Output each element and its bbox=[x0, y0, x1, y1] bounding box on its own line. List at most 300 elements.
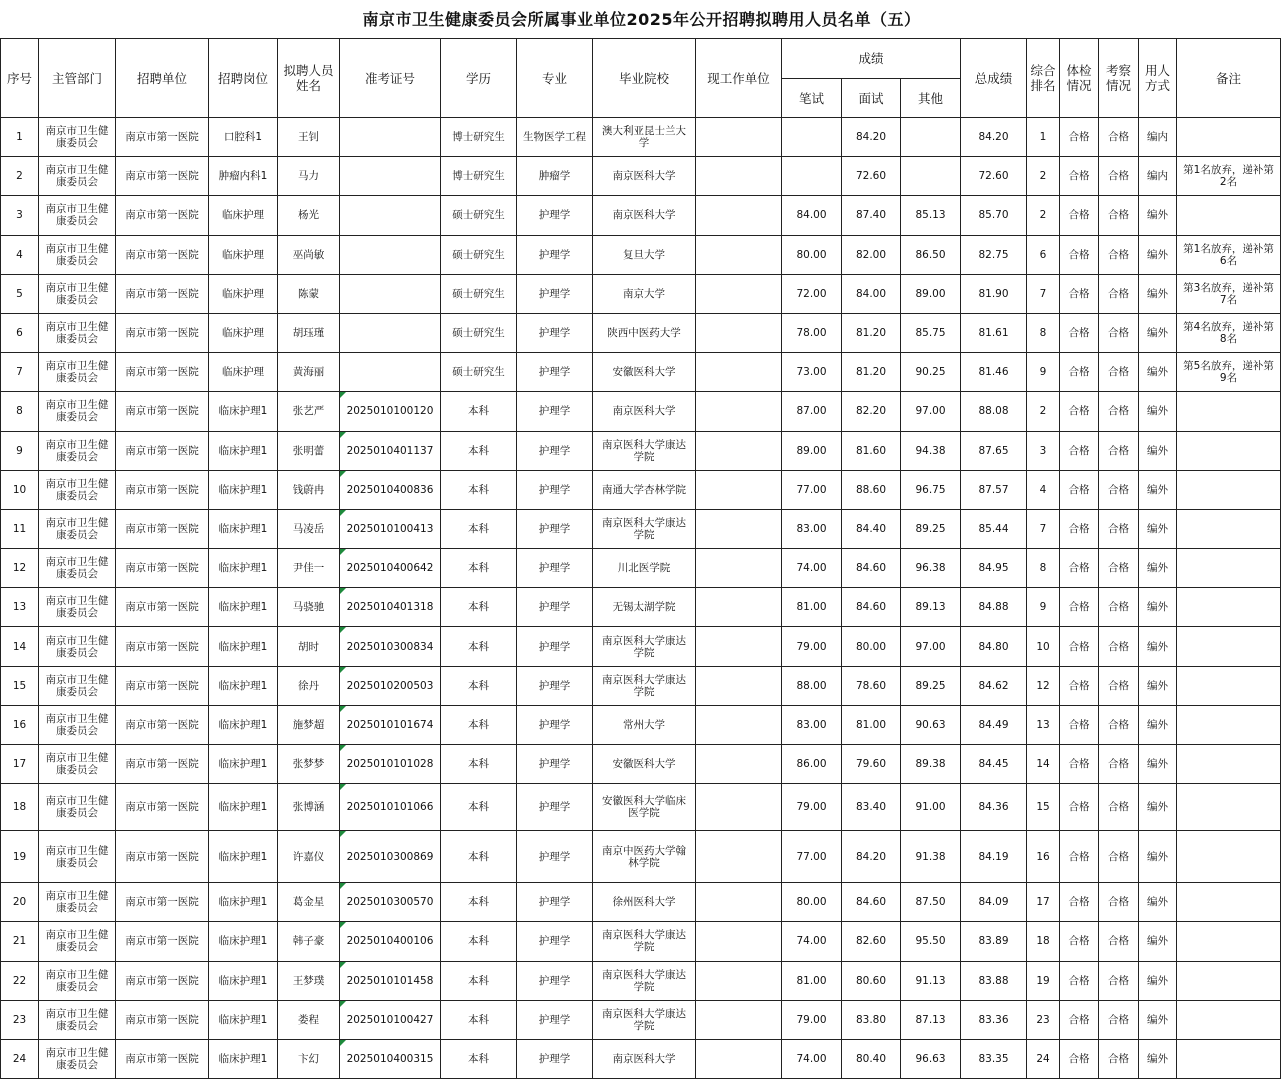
cell-total: 88.08 bbox=[961, 392, 1027, 431]
cell-school: 南京医科大学 bbox=[593, 392, 696, 431]
cell-seq: 2 bbox=[1, 157, 39, 196]
cell-rank: 4 bbox=[1027, 470, 1060, 509]
cell-rank: 2 bbox=[1027, 392, 1060, 431]
header-other: 其他 bbox=[901, 79, 961, 118]
cell-rank: 16 bbox=[1027, 831, 1060, 883]
cell-rank: 15 bbox=[1027, 784, 1060, 831]
cell-dept: 南京市卫生健康委员会 bbox=[39, 784, 116, 831]
cell-other: 87.13 bbox=[901, 1000, 961, 1039]
header-total: 总成绩 bbox=[961, 39, 1027, 118]
cell-other bbox=[901, 118, 961, 157]
cell-interview: 78.60 bbox=[842, 666, 901, 705]
cell-other: 89.25 bbox=[901, 509, 961, 548]
cell-school: 南通大学杏林学院 bbox=[593, 470, 696, 509]
cell-employer bbox=[696, 1039, 782, 1078]
cell-total: 81.61 bbox=[961, 313, 1027, 352]
cell-exam-no: 2025010300834 bbox=[340, 627, 441, 666]
table-row bbox=[1, 745, 1281, 784]
cell-total: 84.95 bbox=[961, 549, 1027, 588]
cell-interview: 84.60 bbox=[842, 549, 901, 588]
page-title: 南京市卫生健康委员会所属事业单位2025年公开招聘拟聘用人员名单（五） bbox=[362, 10, 921, 29]
cell-name: 徐丹 bbox=[278, 666, 340, 705]
cell-interview: 84.40 bbox=[842, 509, 901, 548]
cell-physical: 合格 bbox=[1060, 431, 1099, 470]
cell-unit: 南京市第一医院 bbox=[116, 235, 209, 274]
cell-physical: 合格 bbox=[1060, 196, 1099, 235]
cell-physical: 合格 bbox=[1060, 235, 1099, 274]
cell-written: 79.00 bbox=[782, 627, 842, 666]
cell-unit: 南京市第一医院 bbox=[116, 745, 209, 784]
cell-seq: 15 bbox=[1, 666, 39, 705]
cell-inspection: 合格 bbox=[1099, 392, 1139, 431]
cell-degree: 硕士研究生 bbox=[441, 196, 517, 235]
cell-inspection: 合格 bbox=[1099, 431, 1139, 470]
cell-degree: 博士研究生 bbox=[441, 157, 517, 196]
cell-physical: 合格 bbox=[1060, 392, 1099, 431]
cell-interview: 81.00 bbox=[842, 705, 901, 744]
cell-remark bbox=[1177, 588, 1281, 627]
cell-exam-no bbox=[340, 196, 441, 235]
cell-name: 张明蕾 bbox=[278, 431, 340, 470]
cell-employment: 编内 bbox=[1139, 118, 1177, 157]
table-row bbox=[1, 705, 1281, 744]
cell-name: 马凌岳 bbox=[278, 509, 340, 548]
cell-post: 临床护理1 bbox=[209, 509, 278, 548]
cell-post: 临床护理 bbox=[209, 274, 278, 313]
cell-physical: 合格 bbox=[1060, 1039, 1099, 1078]
table-row bbox=[1, 431, 1281, 470]
cell-school: 安徽医科大学 bbox=[593, 745, 696, 784]
cell-unit: 南京市第一医院 bbox=[116, 627, 209, 666]
cell-physical: 合格 bbox=[1060, 627, 1099, 666]
cell-post: 临床护理1 bbox=[209, 666, 278, 705]
cell-rank: 7 bbox=[1027, 274, 1060, 313]
cell-exam-no bbox=[340, 274, 441, 313]
cell-inspection: 合格 bbox=[1099, 588, 1139, 627]
cell-written: 81.00 bbox=[782, 588, 842, 627]
cell-post: 临床护理1 bbox=[209, 588, 278, 627]
cell-total: 87.57 bbox=[961, 470, 1027, 509]
cell-written: 74.00 bbox=[782, 922, 842, 961]
cell-post: 临床护理1 bbox=[209, 745, 278, 784]
cell-physical: 合格 bbox=[1060, 831, 1099, 883]
cell-major: 护理学 bbox=[517, 274, 593, 313]
cell-exam-no bbox=[340, 235, 441, 274]
cell-interview: 82.60 bbox=[842, 922, 901, 961]
cell-name: 张博涵 bbox=[278, 784, 340, 831]
cell-employer bbox=[696, 961, 782, 1000]
cell-inspection: 合格 bbox=[1099, 1039, 1139, 1078]
table-row bbox=[1, 274, 1281, 313]
header-inspection: 考察情况 bbox=[1099, 39, 1139, 118]
cell-employer bbox=[696, 922, 782, 961]
cell-rank: 7 bbox=[1027, 509, 1060, 548]
cell-employer bbox=[696, 627, 782, 666]
cell-post: 临床护理 bbox=[209, 235, 278, 274]
cell-employment: 编外 bbox=[1139, 745, 1177, 784]
cell-major: 护理学 bbox=[517, 431, 593, 470]
cell-school: 南京医科大学 bbox=[593, 1039, 696, 1078]
cell-physical: 合格 bbox=[1060, 745, 1099, 784]
cell-post: 临床护理1 bbox=[209, 431, 278, 470]
cell-school: 南京大学 bbox=[593, 274, 696, 313]
cell-employment: 编外 bbox=[1139, 627, 1177, 666]
cell-employment: 编外 bbox=[1139, 831, 1177, 883]
cell-exam-no: 2025010100427 bbox=[340, 1000, 441, 1039]
cell-rank: 1 bbox=[1027, 118, 1060, 157]
cell-unit: 南京市第一医院 bbox=[116, 549, 209, 588]
cell-seq: 19 bbox=[1, 831, 39, 883]
cell-employment: 编外 bbox=[1139, 274, 1177, 313]
cell-school: 南京中医药大学翰林学院 bbox=[593, 831, 696, 883]
cell-inspection: 合格 bbox=[1099, 118, 1139, 157]
cell-unit: 南京市第一医院 bbox=[116, 196, 209, 235]
cell-total: 84.36 bbox=[961, 784, 1027, 831]
cell-total: 84.62 bbox=[961, 666, 1027, 705]
cell-name: 张梦梦 bbox=[278, 745, 340, 784]
cell-major: 护理学 bbox=[517, 313, 593, 352]
cell-other: 85.75 bbox=[901, 313, 961, 352]
cell-rank: 3 bbox=[1027, 431, 1060, 470]
cell-written: 86.00 bbox=[782, 745, 842, 784]
cell-dept: 南京市卫生健康委员会 bbox=[39, 157, 116, 196]
table-body bbox=[1, 118, 1281, 1079]
cell-major: 护理学 bbox=[517, 235, 593, 274]
cell-exam-no: 2025010101028 bbox=[340, 745, 441, 784]
cell-total: 85.70 bbox=[961, 196, 1027, 235]
cell-physical: 合格 bbox=[1060, 588, 1099, 627]
cell-rank: 18 bbox=[1027, 922, 1060, 961]
cell-exam-no: 2025010400836 bbox=[340, 470, 441, 509]
cell-major: 护理学 bbox=[517, 922, 593, 961]
cell-unit: 南京市第一医院 bbox=[116, 961, 209, 1000]
cell-exam-no: 2025010101674 bbox=[340, 705, 441, 744]
cell-remark bbox=[1177, 118, 1281, 157]
cell-dept: 南京市卫生健康委员会 bbox=[39, 745, 116, 784]
cell-name: 娄程 bbox=[278, 1000, 340, 1039]
cell-seq: 7 bbox=[1, 353, 39, 392]
cell-employment: 编外 bbox=[1139, 1039, 1177, 1078]
cell-name: 胡时 bbox=[278, 627, 340, 666]
cell-post: 临床护理1 bbox=[209, 883, 278, 922]
cell-other: 91.13 bbox=[901, 961, 961, 1000]
cell-employer bbox=[696, 831, 782, 883]
cell-other: 95.50 bbox=[901, 922, 961, 961]
cell-rank: 2 bbox=[1027, 196, 1060, 235]
cell-employer bbox=[696, 1000, 782, 1039]
cell-physical: 合格 bbox=[1060, 1000, 1099, 1039]
cell-name: 张艺严 bbox=[278, 392, 340, 431]
cell-major: 护理学 bbox=[517, 883, 593, 922]
table-row bbox=[1, 883, 1281, 922]
header-exam-no: 准考证号 bbox=[340, 39, 441, 118]
cell-seq: 22 bbox=[1, 961, 39, 1000]
cell-employer bbox=[696, 274, 782, 313]
cell-rank: 6 bbox=[1027, 235, 1060, 274]
cell-other: 94.38 bbox=[901, 431, 961, 470]
cell-written: 80.00 bbox=[782, 883, 842, 922]
cell-other: 87.50 bbox=[901, 883, 961, 922]
cell-interview: 88.60 bbox=[842, 470, 901, 509]
cell-degree: 本科 bbox=[441, 509, 517, 548]
cell-written: 74.00 bbox=[782, 549, 842, 588]
cell-school: 徐州医科大学 bbox=[593, 883, 696, 922]
cell-exam-no: 2025010300570 bbox=[340, 883, 441, 922]
cell-total: 84.20 bbox=[961, 118, 1027, 157]
cell-interview: 83.40 bbox=[842, 784, 901, 831]
cell-inspection: 合格 bbox=[1099, 470, 1139, 509]
header-interview: 面试 bbox=[842, 79, 901, 118]
header-seq: 序号 bbox=[1, 39, 39, 118]
cell-name: 杨光 bbox=[278, 196, 340, 235]
cell-employment: 编外 bbox=[1139, 666, 1177, 705]
cell-total: 82.75 bbox=[961, 235, 1027, 274]
cell-employer bbox=[696, 118, 782, 157]
cell-seq: 3 bbox=[1, 196, 39, 235]
cell-inspection: 合格 bbox=[1099, 745, 1139, 784]
cell-inspection: 合格 bbox=[1099, 883, 1139, 922]
cell-unit: 南京市第一医院 bbox=[116, 313, 209, 352]
cell-school: 南京医科大学康达学院 bbox=[593, 922, 696, 961]
cell-rank: 12 bbox=[1027, 666, 1060, 705]
cell-remark bbox=[1177, 196, 1281, 235]
cell-interview: 72.60 bbox=[842, 157, 901, 196]
cell-physical: 合格 bbox=[1060, 961, 1099, 1000]
cell-major: 护理学 bbox=[517, 705, 593, 744]
cell-name: 王钊 bbox=[278, 118, 340, 157]
cell-rank: 13 bbox=[1027, 705, 1060, 744]
cell-physical: 合格 bbox=[1060, 705, 1099, 744]
cell-interview: 80.00 bbox=[842, 627, 901, 666]
cell-post: 临床护理1 bbox=[209, 627, 278, 666]
cell-seq: 12 bbox=[1, 549, 39, 588]
cell-rank: 19 bbox=[1027, 961, 1060, 1000]
cell-dept: 南京市卫生健康委员会 bbox=[39, 549, 116, 588]
cell-rank: 17 bbox=[1027, 883, 1060, 922]
cell-school: 南京医科大学康达学院 bbox=[593, 666, 696, 705]
table-row bbox=[1, 1039, 1281, 1078]
cell-inspection: 合格 bbox=[1099, 831, 1139, 883]
cell-employment: 编外 bbox=[1139, 196, 1177, 235]
cell-dept: 南京市卫生健康委员会 bbox=[39, 627, 116, 666]
cell-exam-no bbox=[340, 353, 441, 392]
cell-seq: 4 bbox=[1, 235, 39, 274]
cell-degree: 本科 bbox=[441, 883, 517, 922]
cell-name: 胡珏瑾 bbox=[278, 313, 340, 352]
cell-unit: 南京市第一医院 bbox=[116, 883, 209, 922]
cell-employer bbox=[696, 235, 782, 274]
table-row bbox=[1, 509, 1281, 548]
cell-post: 临床护理1 bbox=[209, 392, 278, 431]
cell-unit: 南京市第一医院 bbox=[116, 509, 209, 548]
cell-degree: 硕士研究生 bbox=[441, 313, 517, 352]
cell-employer bbox=[696, 883, 782, 922]
header-remark: 备注 bbox=[1177, 39, 1281, 118]
table-row bbox=[1, 831, 1281, 883]
cell-total: 87.65 bbox=[961, 431, 1027, 470]
cell-school: 南京医科大学康达学院 bbox=[593, 1000, 696, 1039]
cell-major: 护理学 bbox=[517, 353, 593, 392]
cell-post: 临床护理 bbox=[209, 196, 278, 235]
table-row bbox=[1, 118, 1281, 157]
cell-other: 91.00 bbox=[901, 784, 961, 831]
cell-remark bbox=[1177, 784, 1281, 831]
table-row bbox=[1, 313, 1281, 352]
cell-employment: 编外 bbox=[1139, 235, 1177, 274]
table-row bbox=[1, 588, 1281, 627]
cell-name: 钱蔚冉 bbox=[278, 470, 340, 509]
cell-physical: 合格 bbox=[1060, 157, 1099, 196]
cell-unit: 南京市第一医院 bbox=[116, 705, 209, 744]
cell-dept: 南京市卫生健康委员会 bbox=[39, 666, 116, 705]
cell-major: 护理学 bbox=[517, 745, 593, 784]
cell-name: 黄海丽 bbox=[278, 353, 340, 392]
cell-unit: 南京市第一医院 bbox=[116, 588, 209, 627]
header-written: 笔试 bbox=[782, 79, 842, 118]
cell-employer bbox=[696, 157, 782, 196]
cell-written: 72.00 bbox=[782, 274, 842, 313]
cell-post: 临床护理1 bbox=[209, 1039, 278, 1078]
cell-seq: 24 bbox=[1, 1039, 39, 1078]
cell-post: 临床护理1 bbox=[209, 549, 278, 588]
cell-major: 护理学 bbox=[517, 1000, 593, 1039]
cell-exam-no bbox=[340, 118, 441, 157]
cell-other: 91.38 bbox=[901, 831, 961, 883]
cell-exam-no bbox=[340, 157, 441, 196]
cell-employer bbox=[696, 588, 782, 627]
cell-major: 护理学 bbox=[517, 509, 593, 548]
cell-seq: 23 bbox=[1, 1000, 39, 1039]
cell-employment: 编外 bbox=[1139, 549, 1177, 588]
cell-other: 89.38 bbox=[901, 745, 961, 784]
cell-remark: 第4名放弃，递补第8名 bbox=[1177, 313, 1281, 352]
cell-school: 南京医科大学康达学院 bbox=[593, 431, 696, 470]
cell-exam-no: 2025010401318 bbox=[340, 588, 441, 627]
cell-post: 口腔科1 bbox=[209, 118, 278, 157]
cell-exam-no: 2025010300869 bbox=[340, 831, 441, 883]
cell-dept: 南京市卫生健康委员会 bbox=[39, 118, 116, 157]
cell-unit: 南京市第一医院 bbox=[116, 666, 209, 705]
cell-unit: 南京市第一医院 bbox=[116, 353, 209, 392]
cell-unit: 南京市第一医院 bbox=[116, 470, 209, 509]
cell-remark bbox=[1177, 705, 1281, 744]
table-row bbox=[1, 353, 1281, 392]
cell-degree: 本科 bbox=[441, 588, 517, 627]
table-row bbox=[1, 549, 1281, 588]
header-scores: 成绩 bbox=[782, 39, 961, 79]
cell-total: 84.88 bbox=[961, 588, 1027, 627]
cell-post: 临床护理1 bbox=[209, 470, 278, 509]
cell-dept: 南京市卫生健康委员会 bbox=[39, 470, 116, 509]
cell-interview: 80.60 bbox=[842, 961, 901, 1000]
cell-physical: 合格 bbox=[1060, 784, 1099, 831]
cell-remark: 第1名放弃，递补第6名 bbox=[1177, 235, 1281, 274]
cell-remark bbox=[1177, 922, 1281, 961]
recruitment-table bbox=[0, 38, 1281, 1079]
cell-name: 卞幻 bbox=[278, 1039, 340, 1078]
cell-inspection: 合格 bbox=[1099, 922, 1139, 961]
cell-physical: 合格 bbox=[1060, 549, 1099, 588]
cell-interview: 82.00 bbox=[842, 235, 901, 274]
header-school: 毕业院校 bbox=[593, 39, 696, 118]
cell-employment: 编外 bbox=[1139, 883, 1177, 922]
cell-inspection: 合格 bbox=[1099, 196, 1139, 235]
cell-employer bbox=[696, 745, 782, 784]
cell-remark bbox=[1177, 549, 1281, 588]
cell-employer bbox=[696, 666, 782, 705]
cell-interview: 84.20 bbox=[842, 118, 901, 157]
cell-major: 生物医学工程 bbox=[517, 118, 593, 157]
cell-employment: 编外 bbox=[1139, 392, 1177, 431]
cell-written: 79.00 bbox=[782, 1000, 842, 1039]
header-post: 招聘岗位 bbox=[209, 39, 278, 118]
header-name: 拟聘人员姓名 bbox=[278, 39, 340, 118]
cell-employment: 编外 bbox=[1139, 588, 1177, 627]
cell-employer bbox=[696, 549, 782, 588]
cell-employment: 编外 bbox=[1139, 1000, 1177, 1039]
cell-inspection: 合格 bbox=[1099, 235, 1139, 274]
cell-inspection: 合格 bbox=[1099, 313, 1139, 352]
cell-school: 南京医科大学 bbox=[593, 196, 696, 235]
cell-exam-no: 2025010200503 bbox=[340, 666, 441, 705]
cell-remark: 第5名放弃，递补第9名 bbox=[1177, 353, 1281, 392]
cell-inspection: 合格 bbox=[1099, 705, 1139, 744]
cell-total: 81.90 bbox=[961, 274, 1027, 313]
cell-dept: 南京市卫生健康委员会 bbox=[39, 313, 116, 352]
cell-degree: 本科 bbox=[441, 549, 517, 588]
cell-other: 85.13 bbox=[901, 196, 961, 235]
cell-interview: 84.60 bbox=[842, 883, 901, 922]
cell-dept: 南京市卫生健康委员会 bbox=[39, 392, 116, 431]
cell-school: 陕西中医药大学 bbox=[593, 313, 696, 352]
cell-post: 临床护理1 bbox=[209, 1000, 278, 1039]
cell-interview: 84.00 bbox=[842, 274, 901, 313]
cell-inspection: 合格 bbox=[1099, 157, 1139, 196]
cell-rank: 8 bbox=[1027, 313, 1060, 352]
cell-written: 79.00 bbox=[782, 784, 842, 831]
cell-inspection: 合格 bbox=[1099, 784, 1139, 831]
cell-post: 临床护理1 bbox=[209, 705, 278, 744]
cell-seq: 1 bbox=[1, 118, 39, 157]
header-degree: 学历 bbox=[441, 39, 517, 118]
cell-degree: 本科 bbox=[441, 745, 517, 784]
header-unit: 招聘单位 bbox=[116, 39, 209, 118]
table-row bbox=[1, 196, 1281, 235]
cell-employment: 编外 bbox=[1139, 353, 1177, 392]
cell-remark bbox=[1177, 883, 1281, 922]
cell-written: 83.00 bbox=[782, 509, 842, 548]
cell-interview: 84.60 bbox=[842, 588, 901, 627]
cell-rank: 2 bbox=[1027, 157, 1060, 196]
cell-total: 72.60 bbox=[961, 157, 1027, 196]
table-row bbox=[1, 922, 1281, 961]
cell-major: 护理学 bbox=[517, 784, 593, 831]
cell-physical: 合格 bbox=[1060, 470, 1099, 509]
cell-rank: 23 bbox=[1027, 1000, 1060, 1039]
cell-remark bbox=[1177, 431, 1281, 470]
cell-name: 马力 bbox=[278, 157, 340, 196]
cell-remark bbox=[1177, 509, 1281, 548]
cell-remark bbox=[1177, 961, 1281, 1000]
cell-other: 97.00 bbox=[901, 627, 961, 666]
cell-total: 83.88 bbox=[961, 961, 1027, 1000]
cell-employer bbox=[696, 705, 782, 744]
table-row bbox=[1, 961, 1281, 1000]
cell-written: 88.00 bbox=[782, 666, 842, 705]
cell-post: 临床护理1 bbox=[209, 831, 278, 883]
cell-school: 南京医科大学 bbox=[593, 157, 696, 196]
cell-exam-no: 2025010400106 bbox=[340, 922, 441, 961]
